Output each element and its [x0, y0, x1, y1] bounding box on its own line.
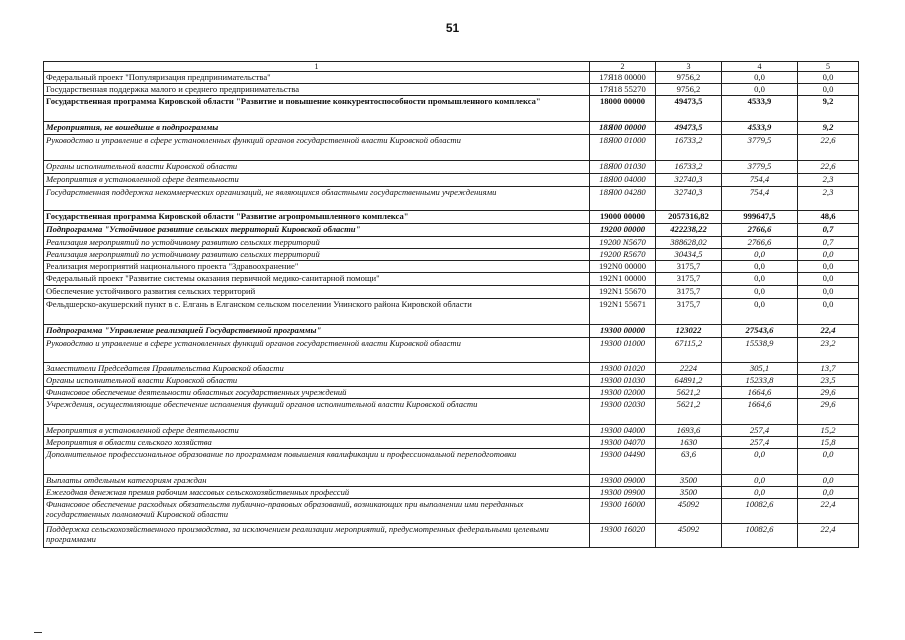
row-value-4: 10082,6 [722, 499, 798, 524]
row-value-4: 2766,6 [722, 237, 798, 249]
row-value-5: 29,6 [798, 399, 859, 425]
row-name: Реализация мероприятий по устойчивому развитию сельских территорий [44, 249, 590, 261]
row-value-4: 3779,5 [722, 161, 798, 174]
table-row [44, 84, 859, 96]
row-value-5: 15,2 [798, 425, 859, 437]
table-body [44, 72, 859, 548]
row-value-5: 0,0 [798, 299, 859, 325]
table-row [44, 224, 859, 237]
row-value-4: 4533,9 [722, 122, 798, 135]
row-value-3: 32740,3 [656, 187, 722, 211]
table-row [44, 425, 859, 437]
row-code: 19300 04490 [590, 449, 656, 475]
row-value-3: 3175,7 [656, 261, 722, 273]
table-row [44, 187, 859, 211]
row-code: 19300 01000 [590, 338, 656, 363]
row-code: 19300 09900 [590, 487, 656, 499]
row-name: Подпрограмма "Устойчивое развитие сельских территорий Кировской области" [44, 224, 590, 237]
table-row [44, 524, 859, 548]
table-row [44, 363, 859, 375]
row-value-4: 10082,6 [722, 524, 798, 548]
row-value-4: 0,0 [722, 487, 798, 499]
table-row [44, 325, 859, 338]
page-edge-mark [34, 632, 42, 639]
column-number-row [44, 62, 859, 72]
row-value-3: 5621,2 [656, 399, 722, 425]
row-code: 192N1 55670 [590, 286, 656, 299]
row-value-3: 32740,3 [656, 174, 722, 187]
row-name: Государственная поддержка малого и среднего предпринимательства [44, 84, 590, 96]
row-code: 18Я00 00000 [590, 122, 656, 135]
row-value-3: 3500 [656, 487, 722, 499]
table-row [44, 174, 859, 187]
row-name: Учреждения, осуществляющие обеспечение исполнения функций органов исполнительной власти Кировской области [44, 399, 590, 425]
row-code: 19200 N5670 [590, 237, 656, 249]
row-code: 19200 00000 [590, 224, 656, 237]
row-value-5: 0,0 [798, 487, 859, 499]
row-name: Федеральный проект "Популяризация предпринимательства" [44, 72, 590, 84]
row-value-4: 0,0 [722, 273, 798, 286]
column-header-1: 1 [44, 62, 590, 72]
row-name: Финансовое обеспечение деятельности областных государственных учреждений [44, 387, 590, 399]
row-code: 19300 04070 [590, 437, 656, 449]
row-value-4: 0,0 [722, 84, 798, 96]
row-value-5: 0,7 [798, 224, 859, 237]
row-value-4: 257,4 [722, 437, 798, 449]
row-code: 19300 01030 [590, 375, 656, 387]
row-code: 192N0 00000 [590, 261, 656, 273]
table-row [44, 211, 859, 224]
row-name: Мероприятия в установленной сфере деятельности [44, 425, 590, 437]
row-name: Руководство и управление в сфере установленных функций органов государственной власти Кировской области [44, 135, 590, 161]
row-value-3: 49473,5 [656, 122, 722, 135]
column-header-4: 4 [722, 62, 798, 72]
row-value-3: 1693,6 [656, 425, 722, 437]
row-value-4: 0,0 [722, 261, 798, 273]
row-value-4: 0,0 [722, 249, 798, 261]
row-value-3: 45092 [656, 499, 722, 524]
row-value-4: 2766,6 [722, 224, 798, 237]
row-value-5: 22,6 [798, 135, 859, 161]
row-value-5: 22,4 [798, 524, 859, 548]
row-code: 19300 09000 [590, 475, 656, 487]
row-code: 18000 00000 [590, 96, 656, 122]
table-row [44, 122, 859, 135]
row-value-3: 45092 [656, 524, 722, 548]
table-row [44, 96, 859, 122]
row-code: 18Я00 04000 [590, 174, 656, 187]
row-value-5: 0,0 [798, 449, 859, 475]
row-value-5: 2,3 [798, 187, 859, 211]
row-value-4: 754,4 [722, 187, 798, 211]
row-value-5: 23,5 [798, 375, 859, 387]
table-row [44, 338, 859, 363]
row-value-3: 2057316,82 [656, 211, 722, 224]
page-number: 51 [445, 21, 460, 35]
budget-table [43, 61, 859, 548]
table-row [44, 273, 859, 286]
row-name: Реализация мероприятий национального проекта "Здравоохранение" [44, 261, 590, 273]
row-name: Органы исполнительной власти Кировской области [44, 375, 590, 387]
row-value-5: 13,7 [798, 363, 859, 375]
row-value-5: 9,2 [798, 122, 859, 135]
table-row [44, 249, 859, 261]
row-name: Дополнительное профессиональное образование по программам повышения квалификации и профессиональной переподготовки [44, 449, 590, 475]
row-code: 18Я00 04280 [590, 187, 656, 211]
row-value-5: 15,8 [798, 437, 859, 449]
row-name: Мероприятия, не вошедшие в подпрограммы [44, 122, 590, 135]
row-value-5: 0,0 [798, 286, 859, 299]
row-value-5: 48,6 [798, 211, 859, 224]
row-value-5: 22,4 [798, 325, 859, 338]
row-value-5: 0,0 [798, 261, 859, 273]
row-value-3: 16733,2 [656, 135, 722, 161]
row-value-3: 9756,2 [656, 84, 722, 96]
row-value-4: 27543,6 [722, 325, 798, 338]
row-code: 19300 04000 [590, 425, 656, 437]
row-code: 19300 00000 [590, 325, 656, 338]
row-value-4: 1664,6 [722, 387, 798, 399]
row-code: 17Я18 00000 [590, 72, 656, 84]
table-row [44, 499, 859, 524]
row-value-5: 23,2 [798, 338, 859, 363]
row-name: Выплаты отдельным категориям граждан [44, 475, 590, 487]
row-name: Государственная программа Кировской области "Развитие агропромышленного комплекса" [44, 211, 590, 224]
row-value-4: 1664,6 [722, 399, 798, 425]
table-row [44, 72, 859, 84]
row-code: 192N1 00000 [590, 273, 656, 286]
column-header-3: 3 [656, 62, 722, 72]
row-value-3: 30434,5 [656, 249, 722, 261]
row-name: Государственная программа Кировской области "Развитие и повышение конкурентоспособности промышленного комплекса" [44, 96, 590, 122]
row-name: Государственная поддержка некоммерческих организаций, не являющихся областными государственными учреждениями [44, 187, 590, 211]
row-value-3: 3500 [656, 475, 722, 487]
row-value-5: 0,7 [798, 237, 859, 249]
table-row [44, 237, 859, 249]
row-value-5: 0,0 [798, 273, 859, 286]
row-value-3: 49473,5 [656, 96, 722, 122]
row-value-3: 123022 [656, 325, 722, 338]
row-value-5: 22,4 [798, 499, 859, 524]
row-value-3: 422238,22 [656, 224, 722, 237]
row-code: 19300 02030 [590, 399, 656, 425]
row-value-5: 0,0 [798, 84, 859, 96]
table-row [44, 135, 859, 161]
table-row [44, 437, 859, 449]
row-value-3: 64891,2 [656, 375, 722, 387]
row-code: 18Я00 01030 [590, 161, 656, 174]
row-code: 19000 00000 [590, 211, 656, 224]
table-row [44, 299, 859, 325]
table-row [44, 261, 859, 273]
row-name: Федеральный проект "Развитие системы оказания первичной медико-санитарной помощи" [44, 273, 590, 286]
row-code: 19200 R5670 [590, 249, 656, 261]
row-name: Поддержка сельскохозяйственного производства, за исключением реализации мероприятий, предусмотренных федеральными целевыми программами [44, 524, 590, 548]
column-header-5: 5 [798, 62, 859, 72]
row-name: Руководство и управление в сфере установленных функций органов государственной власти Кировской области [44, 338, 590, 363]
row-code: 18Я00 01000 [590, 135, 656, 161]
row-value-3: 16733,2 [656, 161, 722, 174]
table-row [44, 487, 859, 499]
row-name: Мероприятия в области сельского хозяйства [44, 437, 590, 449]
table-row [44, 161, 859, 174]
row-value-4: 3779,5 [722, 135, 798, 161]
row-value-3: 3175,7 [656, 273, 722, 286]
table-row [44, 399, 859, 425]
row-value-5: 0,0 [798, 475, 859, 487]
row-value-4: 0,0 [722, 449, 798, 475]
row-value-3: 63,6 [656, 449, 722, 475]
row-value-4: 15233,8 [722, 375, 798, 387]
row-name: Ежегодная денежная премия рабочим массовых сельскохозяйственных профессий [44, 487, 590, 499]
row-value-4: 0,0 [722, 286, 798, 299]
row-value-3: 5621,2 [656, 387, 722, 399]
row-value-3: 3175,7 [656, 299, 722, 325]
row-name: Мероприятия в установленной сфере деятельности [44, 174, 590, 187]
row-value-5: 22,6 [798, 161, 859, 174]
table-row [44, 375, 859, 387]
row-value-3: 2224 [656, 363, 722, 375]
row-name: Подпрограмма "Управление реализацией Государственной программы" [44, 325, 590, 338]
row-name: Реализация мероприятий по устойчивому развитию сельских территорий [44, 237, 590, 249]
row-value-4: 305,1 [722, 363, 798, 375]
row-value-5: 29,6 [798, 387, 859, 399]
row-name: Органы исполнительной власти Кировской области [44, 161, 590, 174]
row-value-4: 4533,9 [722, 96, 798, 122]
row-value-3: 3175,7 [656, 286, 722, 299]
table-row [44, 449, 859, 475]
row-code: 19300 16000 [590, 499, 656, 524]
row-value-4: 0,0 [722, 475, 798, 487]
row-name: Обеспечение устойчивого развития сельских территорий [44, 286, 590, 299]
row-value-3: 67115,2 [656, 338, 722, 363]
row-value-4: 999647,5 [722, 211, 798, 224]
row-value-3: 1630 [656, 437, 722, 449]
row-value-4: 0,0 [722, 72, 798, 84]
row-name: Заместители Председателя Правительства Кировской области [44, 363, 590, 375]
row-value-5: 0,0 [798, 249, 859, 261]
table-row [44, 286, 859, 299]
row-value-5: 2,3 [798, 174, 859, 187]
table-row [44, 475, 859, 487]
row-value-5: 9,2 [798, 96, 859, 122]
row-code: 192N1 55671 [590, 299, 656, 325]
row-code: 19300 02000 [590, 387, 656, 399]
row-value-4: 257,4 [722, 425, 798, 437]
row-value-5: 0,0 [798, 72, 859, 84]
row-code: 19300 01020 [590, 363, 656, 375]
row-name: Финансовое обеспечение расходных обязательств публично-правовых образований, возникающих при выполнении ими переданных государственных полномочий Кировской области [44, 499, 590, 524]
row-value-4: 0,0 [722, 299, 798, 325]
table-row [44, 387, 859, 399]
column-header-2: 2 [590, 62, 656, 72]
row-value-4: 754,4 [722, 174, 798, 187]
row-code: 19300 16020 [590, 524, 656, 548]
row-code: 17Я18 55270 [590, 84, 656, 96]
row-name: Фельдшерско-акушерский пункт в с. Елгань в Елганском сельском поселении Унинского района Кировской области [44, 299, 590, 325]
row-value-3: 9756,2 [656, 72, 722, 84]
row-value-4: 15538,9 [722, 338, 798, 363]
row-value-3: 388628,02 [656, 237, 722, 249]
